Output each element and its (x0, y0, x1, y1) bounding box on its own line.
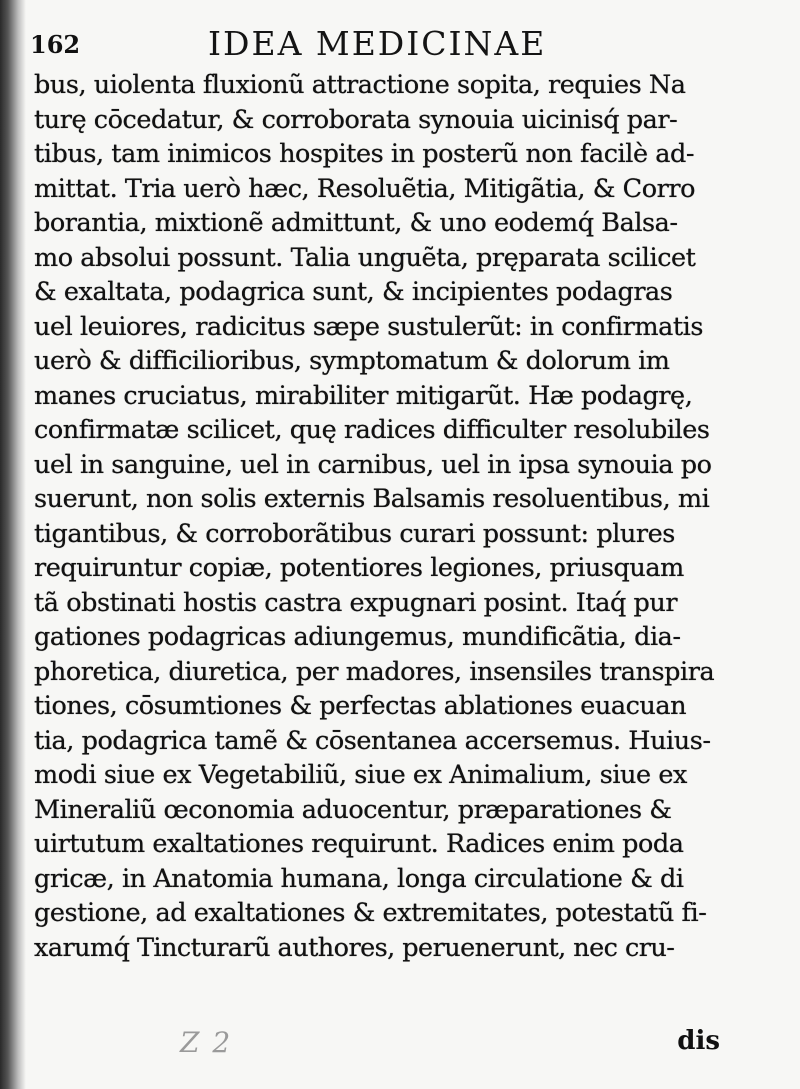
text-line: uel in sanguine, uel in carnibus, uel in ipsa synouia po (34, 449, 712, 480)
text-line: mo absolui possunt. Talia unguẽta, pręparata scilicet (34, 242, 696, 273)
text-line: Mineraliũ œconomia aduocentur, præparationes & (34, 794, 672, 825)
text-line: tã obstinati hostis castra expugnari posint. Itaq́ pur (34, 587, 678, 618)
text-line: bus, uiolenta fluxionũ attractione sopita, requies Na (34, 70, 686, 100)
text-line: turę cōcedatur, & corroborata synouia uicinisq́ par- (34, 104, 678, 135)
text-line: uel leuiores, radicitus sæpe sustulerũt: in confirmatis (34, 311, 703, 342)
text-line: & exaltata, podagrica sunt, & incipientes podagras (34, 277, 673, 307)
body-text (34, 68, 724, 965)
page-footer (30, 1024, 720, 1064)
text-line: confirmatæ scilicet, quę radices difficulter resolubiles (34, 415, 710, 445)
text-line: suerunt, non solis externis Balsamis resoluentibus, mi (34, 484, 710, 514)
text-line: mittat. Tria uerò hæc, Resoluẽtia, Mitigãtia, & Corro (34, 173, 695, 204)
text-line: uirtutum exaltationes requirunt. Radices enim poda (34, 829, 684, 859)
catchword: dis (677, 1026, 720, 1056)
text-line: requiruntur copiæ, potentiores legiones, priusquam (34, 553, 684, 583)
running-head: IDEA MEDICINAE (208, 24, 547, 63)
signature-mark: Z 2 (180, 1026, 233, 1059)
text-line: gricæ, in Anatomia humana, longa circulatione & di (34, 863, 684, 894)
text-line: manes cruciatus, mirabiliter mitigarũt. Hæ podagrę, (34, 380, 693, 411)
text-line: tibus, tam inimicos hospites in posterũ non facilè ad- (34, 139, 695, 169)
text-line: xarumq́ Tincturarũ authores, peruenerunt, nec cru- (34, 932, 675, 963)
text-line: phoretica, diuretica, per madores, insensiles transpira (34, 656, 715, 687)
text-line: gationes podagricas adiungemus, mundificãtia, dia- (34, 622, 681, 652)
text-line: tia, podagrica tamẽ & cōsentanea accersemus. Huius- (34, 725, 711, 756)
text-line: uerò & difficilioribus, symptomatum & dolorum im (34, 346, 670, 376)
text-line: gestione, ad exaltationes & extremitates, potestatũ fi- (34, 898, 707, 928)
page-number: 162 (30, 30, 81, 59)
text-line: modi siue ex Vegetabiliũ, siue ex Animalium, siue ex (34, 760, 687, 790)
text-line: borantia, mixtionẽ admittunt, & uno eodemq́ Balsa- (34, 208, 678, 238)
text-line: tigantibus, & corroborãtibus curari possunt: plures (34, 518, 675, 549)
page-header (30, 24, 770, 64)
binding-shadow (0, 0, 26, 1089)
text-line: tiones, cōsumtiones & perfectas ablationes euacuan (34, 691, 687, 721)
